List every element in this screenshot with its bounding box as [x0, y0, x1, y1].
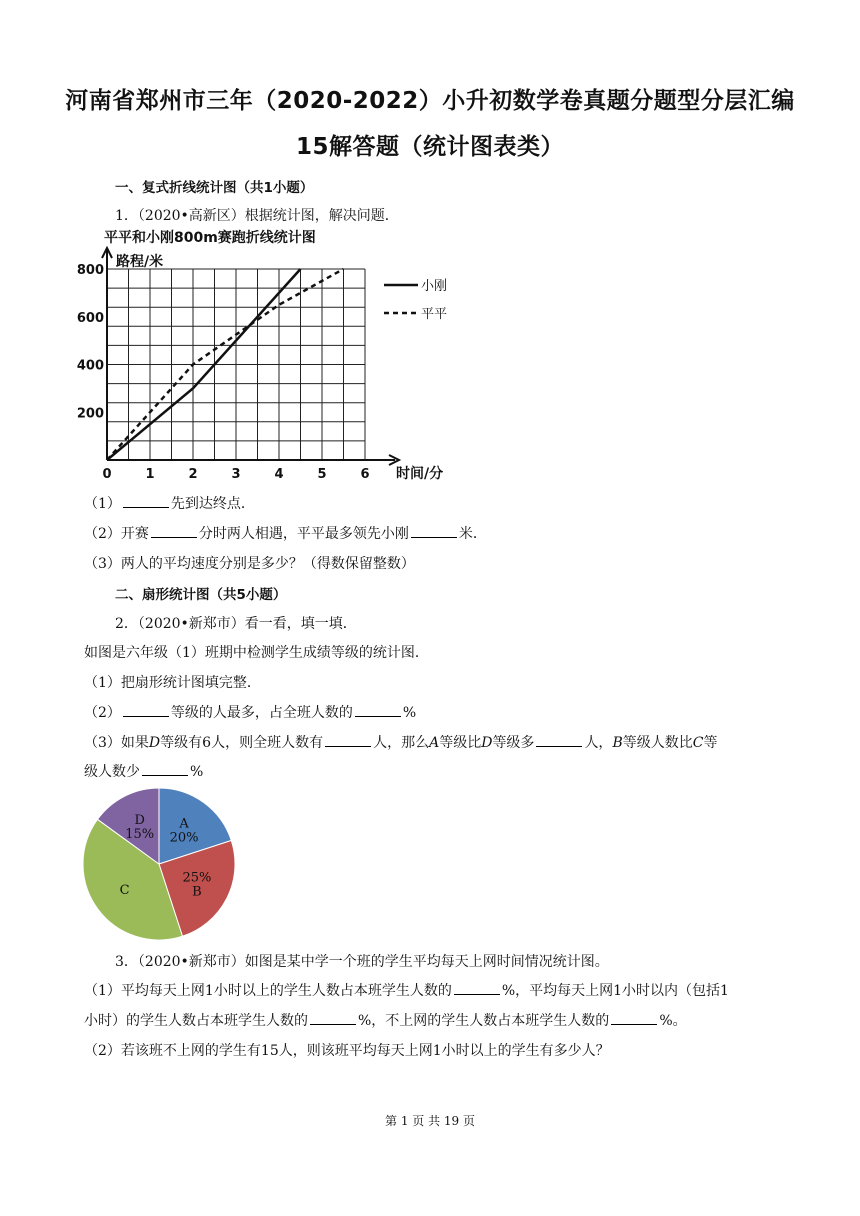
q2p3-text: 等级多	[492, 735, 535, 751]
q2p3-letter: C	[692, 735, 704, 751]
x-tick-label: 3	[231, 467, 241, 482]
answer-blank[interactable]	[310, 1010, 356, 1025]
y-tick-label: 600	[76, 310, 104, 326]
q3p1-text: 小时）的学生人数占本班学生人数的	[84, 1013, 308, 1029]
answer-blank[interactable]	[325, 732, 371, 747]
line-chart	[76, 224, 480, 486]
question-2-part-3-cont	[84, 761, 203, 781]
chart-grid	[107, 269, 365, 460]
x-tick-labels	[102, 467, 369, 482]
x-tick-label: 4	[274, 467, 284, 482]
answer-blank[interactable]	[142, 761, 188, 776]
section-heading-2: 二、扇形统计图（共5小题）	[115, 587, 287, 603]
document-title-line1: 河南省郑州市三年（2020-2022）小升初数学卷真题分题型分层汇编	[65, 88, 795, 114]
question-3-part-1-cont	[84, 1010, 687, 1030]
question-1-part-1	[84, 493, 255, 513]
question-2-part-1: （1）把扇形统计图填完整．	[84, 675, 261, 691]
x-axis-label: 时间/分	[396, 466, 444, 482]
q2p3-text: 等	[703, 735, 718, 751]
q2-part2-middle: 等级的人最多，占全班人数的	[170, 705, 353, 721]
question-2-part-3	[84, 732, 717, 752]
question-1-part-3: （3）两人的平均速度分别是多少？（得数保留整数）	[84, 556, 415, 572]
q3p1-text: %，不上网的学生人数占本班学生人数的	[358, 1013, 610, 1029]
question-1-part-2	[84, 523, 487, 543]
line-chart-title: 平平和小刚800m赛跑折线统计图	[104, 230, 316, 246]
pie-label-d: D	[134, 813, 145, 829]
y-axis-label: 路程/米	[116, 254, 164, 270]
q2p3-text: 人，那么	[373, 735, 430, 751]
q2p3-text: （3）如果	[84, 735, 149, 751]
y-tick-label: 800	[76, 263, 104, 278]
question-3-part-2: （2）若该班不上网的学生有15人，则该班平均每天上网1小时以上的学生有多少人？	[84, 1043, 610, 1059]
x-tick-label: 2	[188, 467, 198, 482]
pie-label-a: A	[179, 816, 189, 832]
q3p1-text: %，平均每天上网1小时以内（包括1	[501, 983, 729, 999]
pie-slices	[83, 788, 235, 940]
answer-blank[interactable]	[411, 523, 457, 538]
question-2-part-2	[84, 702, 416, 722]
answer-blank[interactable]	[123, 702, 169, 717]
q2p3-line2-suffix: %	[190, 764, 204, 780]
pie-label-b: 25%	[182, 870, 212, 886]
answer-blank[interactable]	[536, 732, 582, 747]
q1-part1-prefix: （1）	[84, 496, 121, 512]
pie-label-a: 20%	[169, 830, 199, 846]
q2p3-line2-prefix: 级人数少	[84, 764, 140, 780]
q3p1-text: （1）平均每天上网1小时以上的学生人数占本班学生人数的	[84, 983, 452, 999]
answer-blank[interactable]	[151, 523, 197, 538]
q2p3-text: 等级有6人，则全班人数有	[160, 735, 324, 751]
q1-part1-suffix: 先到达终点．	[170, 496, 255, 512]
answer-blank[interactable]	[454, 980, 500, 995]
y-tick-label: 400	[76, 358, 104, 374]
document-title-line2: 15解答题（统计图表类）	[295, 134, 564, 160]
pie-label-d: 15%	[125, 827, 155, 843]
q2p3-text: 等级比	[439, 735, 482, 751]
pie-chart	[80, 786, 240, 942]
x-tick-label: 6	[360, 467, 370, 482]
question-3-part-1	[84, 980, 729, 1000]
chart-legend	[384, 278, 447, 322]
answer-blank[interactable]	[355, 702, 401, 717]
q2p3-letter: D	[481, 735, 493, 751]
chart-axes	[102, 248, 399, 465]
y-tick-label: 200	[76, 406, 104, 422]
x-tick-label: 5	[317, 467, 327, 482]
x-tick-label: 0	[102, 467, 112, 482]
legend-label-xiaogang: 小刚	[421, 279, 448, 294]
q2p3-text: 人，	[584, 735, 613, 751]
q2p3-letter: D	[148, 735, 161, 751]
legend-label-pingping: 平平	[421, 307, 448, 322]
question-2-stem: 2．（2020•新郑市）看一看，填一填．	[115, 616, 357, 632]
q1-part2-prefix: （2）开赛	[84, 526, 149, 542]
y-tick-labels	[77, 263, 104, 421]
q2-part2-suffix: %	[402, 705, 417, 721]
q1-part2-middle: 分时两人相遇，平平最多领先小刚	[198, 526, 409, 542]
page-footer: 第 1 页 共 19 页	[385, 1114, 475, 1128]
question-1-stem: 1．（2020•高新区）根据统计图，解决问题．	[115, 208, 399, 224]
section-heading-1: 一、复式折线统计图（共1小题）	[115, 180, 314, 196]
q2p3-letter: B	[612, 735, 623, 751]
question-2-intro: 如图是六年级（1）班期中检测学生成绩等级的统计图．	[84, 645, 429, 661]
q2p3-text: 等级人数比	[622, 735, 693, 751]
answer-blank[interactable]	[611, 1010, 657, 1025]
x-tick-label: 1	[145, 467, 155, 482]
q2p3-letter: A	[429, 735, 440, 751]
pie-label-c: C	[119, 883, 130, 899]
q1-part2-suffix: 米．	[458, 526, 487, 542]
answer-blank[interactable]	[123, 493, 169, 508]
q3p1-text: %。	[659, 1013, 687, 1029]
question-3-stem: 3．（2020•新郑市）如图是某中学一个班的学生平均每天上网时间情况统计图。	[115, 954, 609, 970]
pie-label-b: B	[192, 884, 202, 900]
q2-part2-prefix: （2）	[84, 705, 121, 721]
